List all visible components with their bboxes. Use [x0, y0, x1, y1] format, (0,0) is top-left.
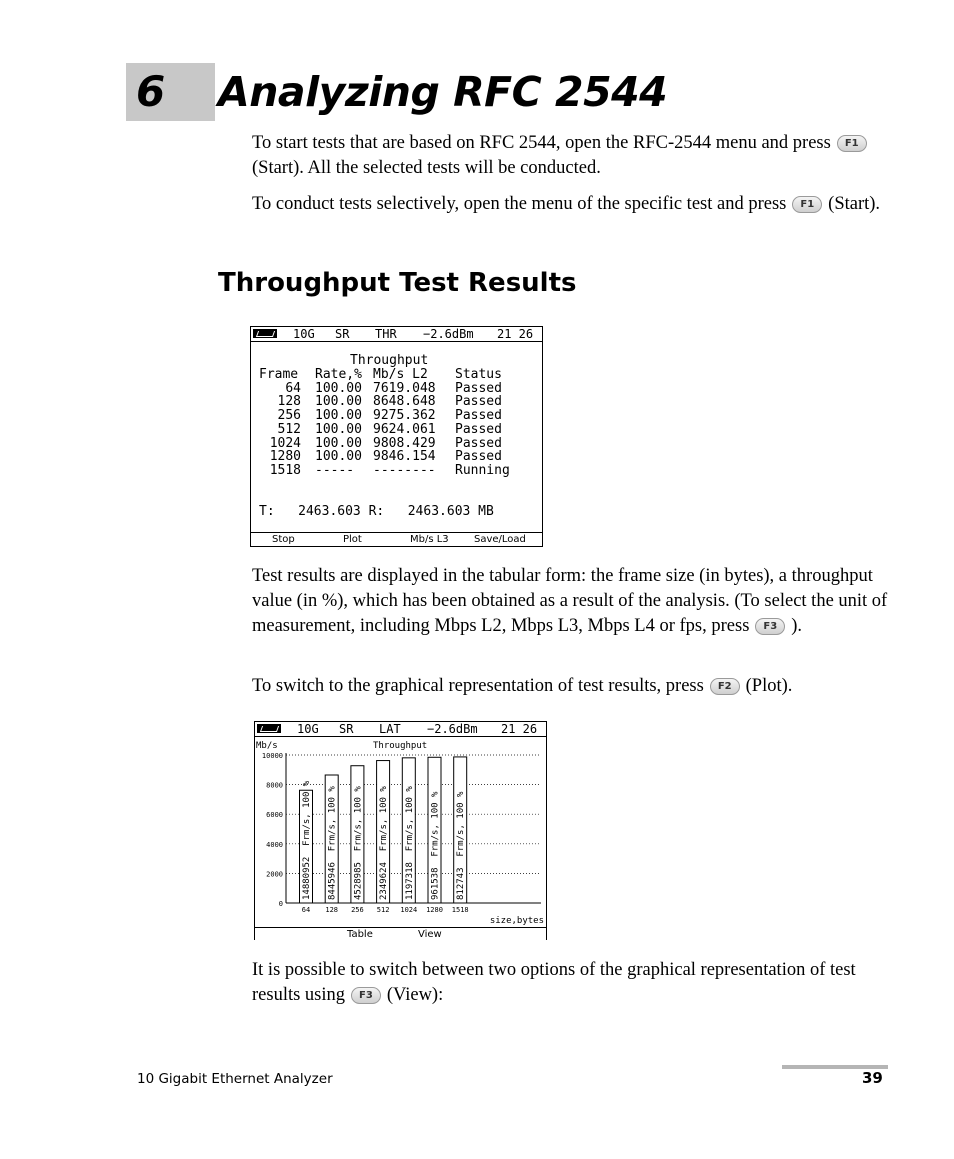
section-title: Throughput Test Results [218, 268, 577, 298]
intro-p1-text: To start tests that are based on RFC 2544, open the RFC-2544 menu and press [252, 133, 831, 153]
fkey-save-load[interactable]: Save/Load [474, 534, 526, 545]
y-tick-label: 8000 [266, 781, 283, 790]
page-number: 39 [862, 1069, 883, 1087]
fkey-view[interactable]: View [418, 929, 442, 940]
body-paragraph-3 [252, 564, 892, 639]
x-tick-label: 256 [351, 906, 364, 914]
status-rate: 10G [297, 722, 319, 736]
body-p4-tail: (Plot). [745, 676, 793, 696]
bar-data-label: 812743 Frm/s, 100 % [456, 791, 467, 900]
envelope-icon [253, 329, 277, 338]
body-p3-tail: ). [791, 616, 802, 636]
x-tick-label: 64 [301, 906, 311, 914]
function-key-bar [251, 532, 542, 546]
bar-data-label: 8445946 Frm/s, 100 % [327, 786, 338, 900]
table-row: 1024 100.00 9808.429 Passed [269, 435, 502, 451]
t-value: 2463.603 [298, 504, 361, 519]
throughput-bar-chart [255, 737, 546, 927]
f3-key-icon: F3 [755, 618, 785, 635]
status-mode: SR [335, 327, 350, 341]
f2-key-icon: F2 [710, 678, 740, 695]
status-rate: 10G [293, 327, 315, 341]
table-row: 256 100.00 9275.362 Passed [277, 408, 502, 424]
fkey-units[interactable]: Mb/s L3 [410, 534, 449, 545]
col-frame-header: Frame [259, 367, 299, 382]
bar-data-label: 2349624 Frm/s, 100 % [379, 786, 390, 900]
status-bar [255, 722, 546, 737]
status-time: 21 26 [497, 327, 534, 341]
table-row: 128 100.00 8648.648 Passed [277, 394, 502, 410]
body-p4-text: To switch to the graphical representation of test results, press [252, 676, 704, 696]
table-row: 1518 ----- -------- Running [269, 462, 510, 478]
table-header-row [259, 368, 510, 382]
bar-data-label: 1197318 Frm/s, 100 % [404, 786, 415, 900]
function-key-bar [255, 927, 546, 941]
r-value: 2463.603 MB [407, 504, 494, 519]
intro-p2-tail: (Start). [828, 194, 881, 214]
throughput-table-screen [250, 326, 543, 547]
bar-data-label: 14880952 Frm/s, 100 % [302, 780, 312, 900]
body-p5-tail: (View): [386, 985, 444, 1005]
status-power: −2.6dBm [423, 327, 474, 341]
fkey-stop[interactable]: Stop [272, 534, 295, 545]
col-rate-header: Rate,% [315, 367, 362, 382]
body-paragraph-4 [252, 674, 892, 699]
x-axis-label: size,bytes [489, 916, 544, 926]
status-bar [251, 327, 542, 342]
status-test: THR [375, 327, 397, 341]
y-tick-label: 0 [278, 900, 283, 908]
x-tick-label: 1518 [451, 906, 469, 914]
intro-paragraph-2 [252, 192, 892, 217]
throughput-table [259, 368, 510, 478]
fkey-plot[interactable]: Plot [343, 534, 362, 545]
f1-key-icon: F1 [792, 196, 822, 213]
table-title: Throughput [350, 353, 429, 368]
chart-title: Throughput [373, 741, 428, 751]
body-p3-text: Test results are displayed in the tabular form: the frame size (in bytes), a throughput value (in %), which has been obtained as a result of the analysis. (To select the unit of measurement, including Mbps L2, Mbps L3, Mbps L4 or fps, press [252, 566, 888, 636]
col-mbs-header: Mb/s L2 [373, 367, 428, 382]
y-tick-label: 4000 [266, 840, 283, 849]
x-tick-label: 1280 [426, 906, 443, 914]
footer-title: 10 Gigabit Ethernet Analyzer [137, 1071, 333, 1087]
x-tick-label: 512 [376, 906, 390, 914]
y-tick-label: 2000 [266, 870, 283, 879]
r-label: R: [368, 504, 385, 519]
throughput-plot-screen [254, 721, 547, 940]
col-status-header: Status [455, 367, 502, 382]
envelope-icon [257, 724, 281, 733]
body-p5-text: It is possible to switch between two options of the graphical representation of test results using [252, 960, 856, 1005]
totals-line [259, 505, 494, 519]
status-power: −2.6dBm [427, 722, 478, 736]
x-tick-label: 128 [325, 906, 339, 914]
chapter-title: Analyzing RFC 2544 [218, 68, 668, 116]
intro-p2-text: To conduct tests selectively, open the menu of the specific test and press [252, 194, 787, 214]
x-tick-label: 1024 [400, 906, 418, 914]
body-paragraph-5 [252, 958, 892, 1008]
table-row: 64 100.00 7619.048 Passed [285, 380, 502, 396]
chapter-number: 6 [136, 67, 166, 116]
f1-key-icon: F1 [837, 135, 867, 152]
f3-key-icon: F3 [351, 987, 381, 1004]
y-tick-label: 6000 [266, 811, 283, 820]
y-axis-label: Mb/s [256, 741, 278, 751]
intro-p1-tail: (Start). All the selected tests will be conducted. [252, 158, 601, 178]
y-tick-label: 10000 [261, 752, 283, 760]
status-mode: SR [339, 722, 354, 736]
table-row: 1280 100.00 9846.154 Passed [269, 449, 502, 465]
bar-data-label: 961538 Frm/s, 100 % [430, 791, 441, 900]
intro-paragraph-1 [252, 131, 892, 181]
fkey-table[interactable]: Table [347, 929, 373, 940]
t-label: T: [259, 504, 275, 519]
bar-data-label: 4528985 Frm/s, 100 % [353, 786, 364, 900]
status-test: LAT [379, 722, 401, 736]
status-time: 21 26 [501, 722, 538, 736]
table-row: 512 100.00 9624.061 Passed [277, 421, 502, 437]
